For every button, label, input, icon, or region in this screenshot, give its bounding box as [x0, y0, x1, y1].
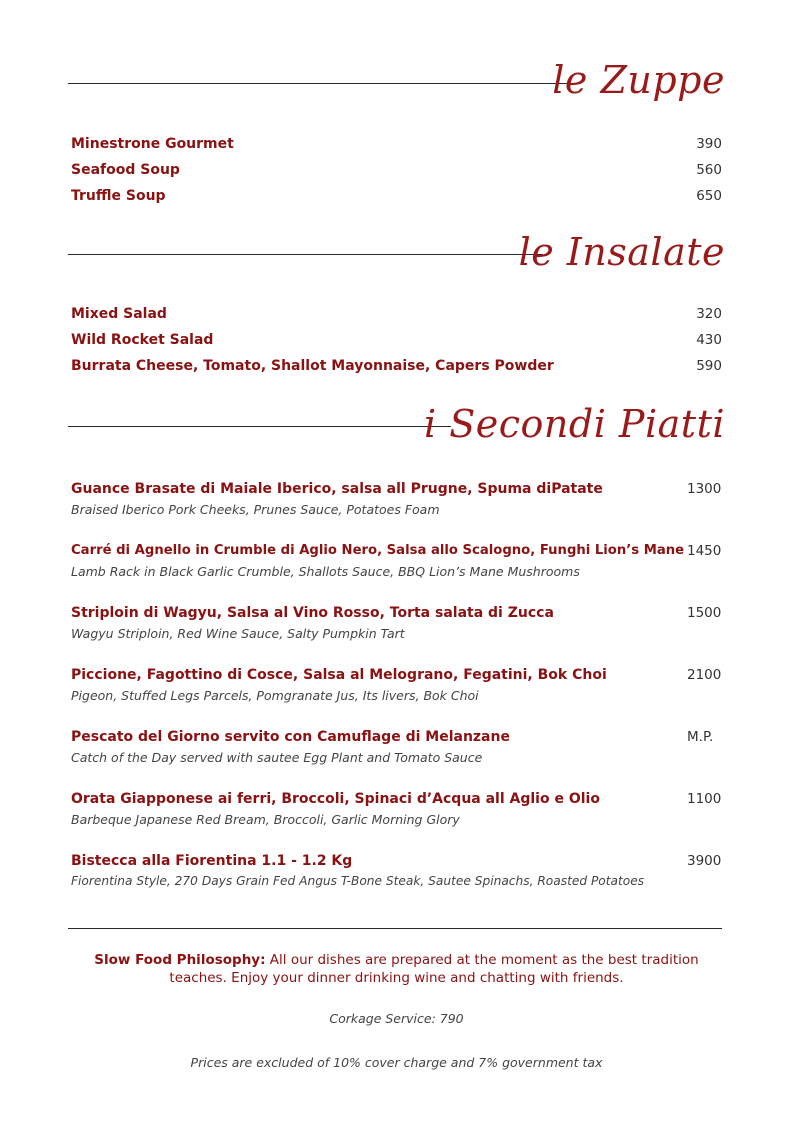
dish-description: Braised Iberico Pork Cheeks, Prunes Sauce, Potatoes Foam — [71, 502, 440, 517]
dish-item — [71, 481, 722, 521]
dish-name: Carré di Agnello in Crumble di Aglio Nero, Salsa allo Scalogno, Funghi Lion’s Mane — [71, 543, 685, 558]
philosophy-text: All our dishes are prepared at the moment as the best tradition teaches. Enjoy your dinner drinking wine and chatting with friends. — [169, 952, 699, 986]
footer-divider — [68, 928, 722, 929]
dish-item — [71, 853, 722, 893]
menu-item — [71, 136, 722, 156]
dish-price: 1300 — [687, 481, 722, 497]
item-price: 390 — [696, 136, 722, 152]
section-title-zuppe: le Zuppe — [552, 58, 725, 102]
dish-price: M.P. — [687, 729, 714, 745]
menu-item — [71, 332, 722, 352]
dish-description: Barbeque Japanese Red Bream, Broccoli, Garlic Morning Glory — [71, 812, 460, 827]
dish-name: Striploin di Wagyu, Salsa al Vino Rosso, Torta salata di Zucca — [71, 605, 554, 621]
dish-description: Fiorentina Style, 270 Days Grain Fed Angus T-Bone Steak, Sautee Spinachs, Roasted Potatoes — [71, 874, 645, 888]
dish-name: Bistecca alla Fiorentina 1.1 - 1.2 Kg — [71, 853, 353, 869]
item-price: 560 — [696, 162, 722, 178]
item-price: 320 — [696, 306, 722, 322]
dish-item — [71, 729, 722, 769]
dish-price: 1450 — [687, 543, 722, 559]
dish-name: Piccione, Fagottino di Cosce, Salsa al Melograno, Fegatini, Bok Choi — [71, 667, 607, 683]
item-name: Seafood Soup — [71, 162, 180, 178]
philosophy-note — [68, 951, 725, 987]
dish-name: Pescato del Giorno servito con Camuflage di Melanzane — [71, 729, 510, 745]
corkage-note: Corkage Service: 790 — [329, 1011, 464, 1026]
dish-item — [71, 667, 722, 707]
dish-description: Catch of the Day served with sautee Egg Plant and Tomato Sauce — [71, 750, 483, 765]
section-divider — [68, 83, 569, 84]
section-header-zuppe — [68, 52, 725, 112]
section-divider — [68, 426, 451, 427]
item-name: Mixed Salad — [71, 306, 167, 322]
section-divider — [68, 254, 543, 255]
menu-item — [71, 188, 722, 208]
philosophy-label: Slow Food Philosophy: — [94, 952, 266, 968]
section-header-insalate — [68, 222, 725, 282]
dish-price: 3900 — [687, 853, 722, 869]
item-name: Burrata Cheese, Tomato, Shallot Mayonnaise, Capers Powder — [71, 358, 554, 374]
item-name: Minestrone Gourmet — [71, 136, 234, 152]
dish-name: Guance Brasate di Maiale Iberico, salsa all Prugne, Spuma diPatate — [71, 481, 603, 497]
item-price: 650 — [696, 188, 722, 204]
menu-item — [71, 306, 722, 326]
dish-description: Wagyu Striploin, Red Wine Sauce, Salty Pumpkin Tart — [71, 626, 405, 641]
section-title-secondi: i Secondi Piatti — [423, 402, 725, 446]
dish-description: Lamb Rack in Black Garlic Crumble, Shallots Sauce, BBQ Lion’s Mane Mushrooms — [71, 564, 580, 579]
tax-note: Prices are excluded of 10% cover charge and 7% government tax — [190, 1055, 603, 1070]
menu-item — [71, 162, 722, 182]
section-header-secondi — [68, 394, 725, 454]
dish-price: 1100 — [687, 791, 722, 807]
item-price: 590 — [696, 358, 722, 374]
dish-item — [71, 605, 722, 645]
menu-item — [71, 358, 722, 378]
section-title-insalate: le Insalate — [518, 230, 725, 274]
item-name: Wild Rocket Salad — [71, 332, 214, 348]
item-price: 430 — [696, 332, 722, 348]
dish-price: 2100 — [687, 667, 722, 683]
dish-item — [71, 543, 722, 583]
dish-name: Orata Giapponese ai ferri, Broccoli, Spinaci d’Acqua all Aglio e Olio — [71, 791, 600, 807]
dish-item — [71, 791, 722, 831]
dish-description: Pigeon, Stuffed Legs Parcels, Pomgranate Jus, Its livers, Bok Choi — [71, 688, 479, 703]
item-name: Truffle Soup — [71, 188, 166, 204]
dish-price: 1500 — [687, 605, 722, 621]
